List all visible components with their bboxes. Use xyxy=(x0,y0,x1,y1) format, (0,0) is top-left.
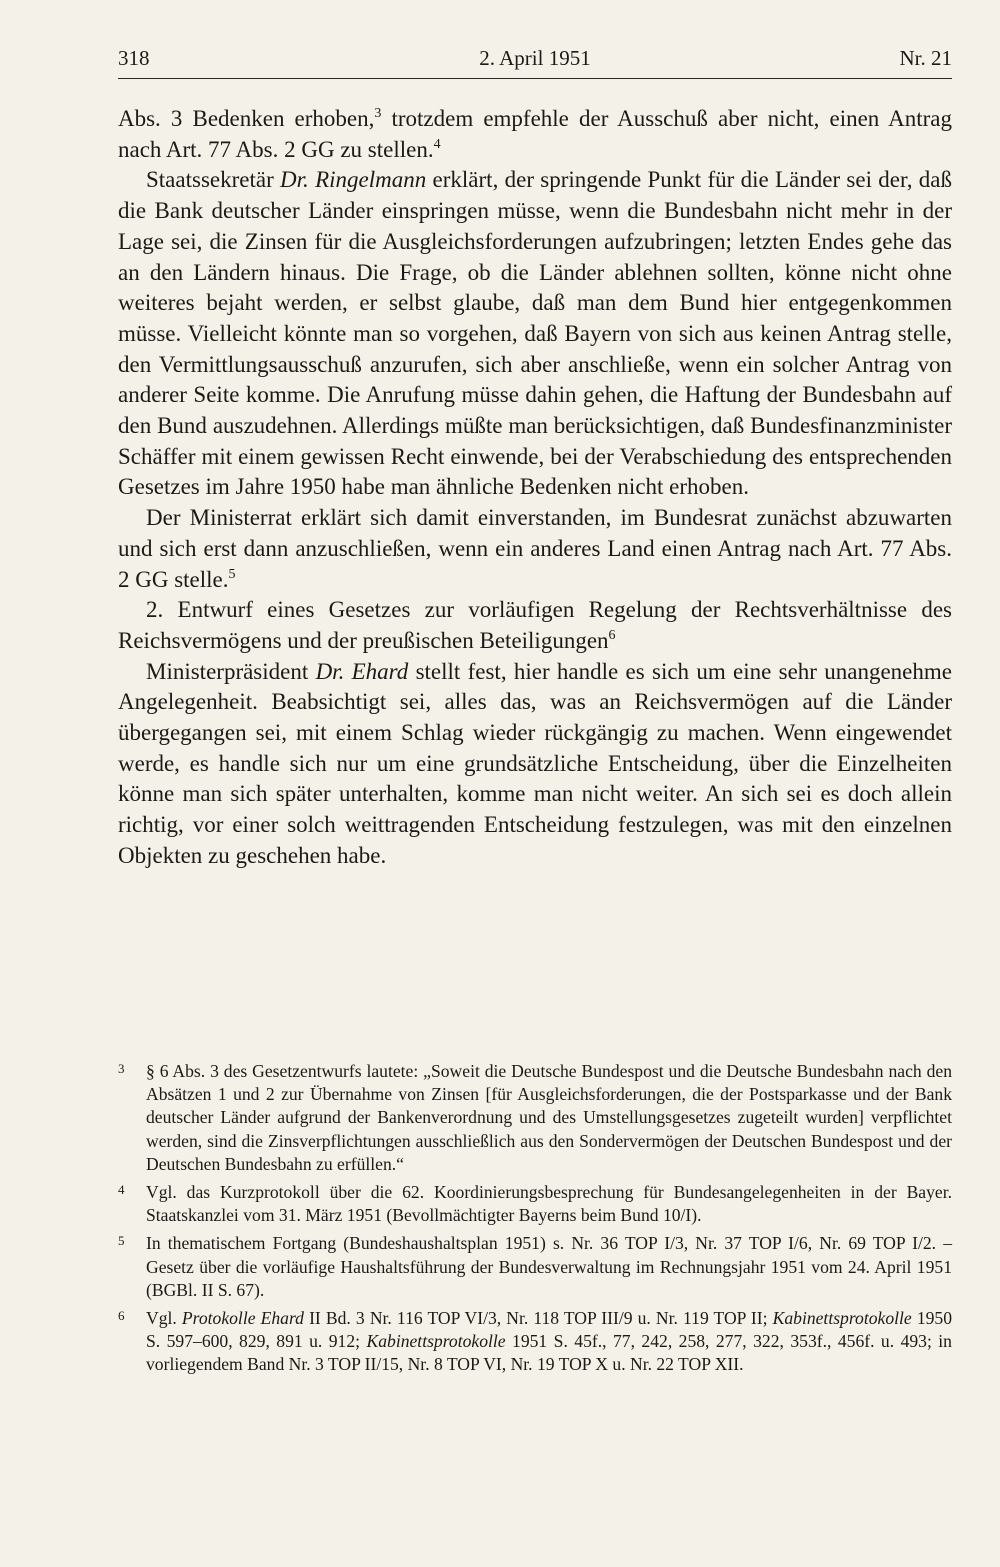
running-header xyxy=(118,44,952,79)
footnote-4: 4 Vgl. das Kurzprotokoll über die 62. Koordinierungsbesprechung für Bundesangelegenheiten in der Bayer. Staatskanzlei vom 31. März 1951 (Bevollmächtigter Bayerns beim Bund 10/I). xyxy=(118,1182,952,1226)
footnote-ref-5[interactable]: 5 xyxy=(228,566,236,582)
speaker-name: Dr. Ehard xyxy=(315,658,409,684)
footnote-ref-3[interactable]: 3 xyxy=(374,106,382,121)
footnote-ref-4[interactable]: 4 xyxy=(433,136,441,152)
footnotes xyxy=(118,1060,952,1382)
paragraph-5: Ministerpräsident Dr. Ehard stellt fest, hier handle es sich um eine sehr unangenehme Angelegenheit. Beabsichtigt sei, alles das, was an Reichsvermögen auf die Länder übergegangen sei, mit einem Schlag wieder rückgängig zu machen. Wenn eingewendet werde, es handle sich nur um eine grundsätzliche Entscheidung, über die Einzelheiten könne man sich später unterhalten, komme man nicht weiter. An sich sei es doch allein richtig, vor einer solch weittragenden Entscheidung festzulegen, was mit den einzelnen Objekten zu geschehen habe. xyxy=(118,658,952,868)
footnote-5: 5 In thematischem Fortgang (Bundeshaushaltsplan 1951) s. Nr. 36 TOP I/3, Nr. 37 TOP I/6, Nr. 69 TOP I/2. – Gesetz über die vorläufige Haushaltsführung der Bundesverwaltung im Rechnungsjahr 1951 vom 24. April 1951 (BGBl. II S. 67). xyxy=(118,1233,952,1300)
paragraph-2: Staatssekretär Dr. Ringelmann erklärt, der springende Punkt für die Länder sei der, daß die Bank deutscher Länder einspringen müsse, wenn die Bundesbahn nicht mehr in der Lage sei, die Zinsen für die Ausgleichsforderungen aufzubringen; letzten Endes gehe das an den Ländern hinaus. Die Frage, ob die Länder ablehnen sollten, könne nicht ohne weiteres bejaht werden, er selbst glaube, daß man dem Bund hier entgegenkommen müsse. Vielleicht könnte man so vorgehen, daß Bayern von sich aus keinen Antrag stelle, den Vermittlungsausschuß anzurufen, sich aber anschließe, wenn ein solcher Antrag von anderer Seite komme. Die Anrufung müsse dahin gehen, die Haftung der Bundesbahn auf den Bund auszudehnen. Allerdings müßte man berücksichtigen, daß Bundesfinanzminister Schäffer mit einem gewissen Recht einwende, bei der Verabschiedung des entsprechenden Gesetzes im Jahre 1950 habe man ähnliche Bedenken nicht erhoben. xyxy=(118,167,952,500)
paragraph-1: Abs. 3 Bedenken erhoben,$^3$ trotzdem empfehle der Ausschuß aber nicht, einen Antrag nach Art. 77 Abs. 2 GG zu stellen.$^4$ xyxy=(118,106,952,162)
header-date: 2. April 1951 xyxy=(479,46,591,70)
page-number: 318 xyxy=(118,46,150,70)
main-text xyxy=(118,104,952,872)
document-number: Nr. 21 xyxy=(899,46,952,70)
footnote-3: 3 § 6 Abs. 3 des Gesetzentwurfs lautete: „Soweit die Deutsche Bundespost und die Deutsche Bundesbahn nach den Absätzen 1 und 2 zur Übernahme von Zinsen [für Ausgleichsforderungen, die der Postsparkasse und der Bank deutscher Länder aufgrund der Bankenverordnung und des Umstellungsgesetzes zugeteilt wurden] verpflichtet werden, sind die Zinsverpflichtungen ausschließlich aus den Sondervermögen der Deutschen Bundespost und der Deutschen Bundesbahn zu erfüllen.“ xyxy=(118,1061,952,1174)
speaker-name: Dr. Ringelmann xyxy=(280,167,427,193)
agenda-item-2: 2. Entwurf eines Gesetzes zur vorläufigen Regelung der Rechtsverhältnisse des Reichsvermögens und der preußischen Beteiligungen$^6$ xyxy=(118,597,952,653)
footnote-ref-6[interactable]: 6 xyxy=(608,627,616,643)
paragraph-3: Der Ministerrat erklärt sich damit einverstanden, im Bundesrat zunächst abzuwarten und sich erst dann anzuschließen, wenn ein anderes Land einen Antrag nach Art. 77 Abs. 2 GG stelle.$^5$ xyxy=(118,505,952,592)
footnote-6: 6 Vgl. Protokolle Ehard II Bd. 3 Nr. 116 TOP VI/3, Nr. 118 TOP III/9 u. Nr. 119 TOP II; Kabinettsprotokolle 1950 S. 597–600, 829, 891 u. 912; Kabinettsprotokolle 1951 S. 45f., 77, 242, 258, 277, 322, 353f., 456f. u. 493; in vorliegendem Band Nr. 3 TOP II/15, Nr. 8 TOP VI, Nr. 19 TOP X u. Nr. 22 TOP XII. xyxy=(118,1308,953,1375)
